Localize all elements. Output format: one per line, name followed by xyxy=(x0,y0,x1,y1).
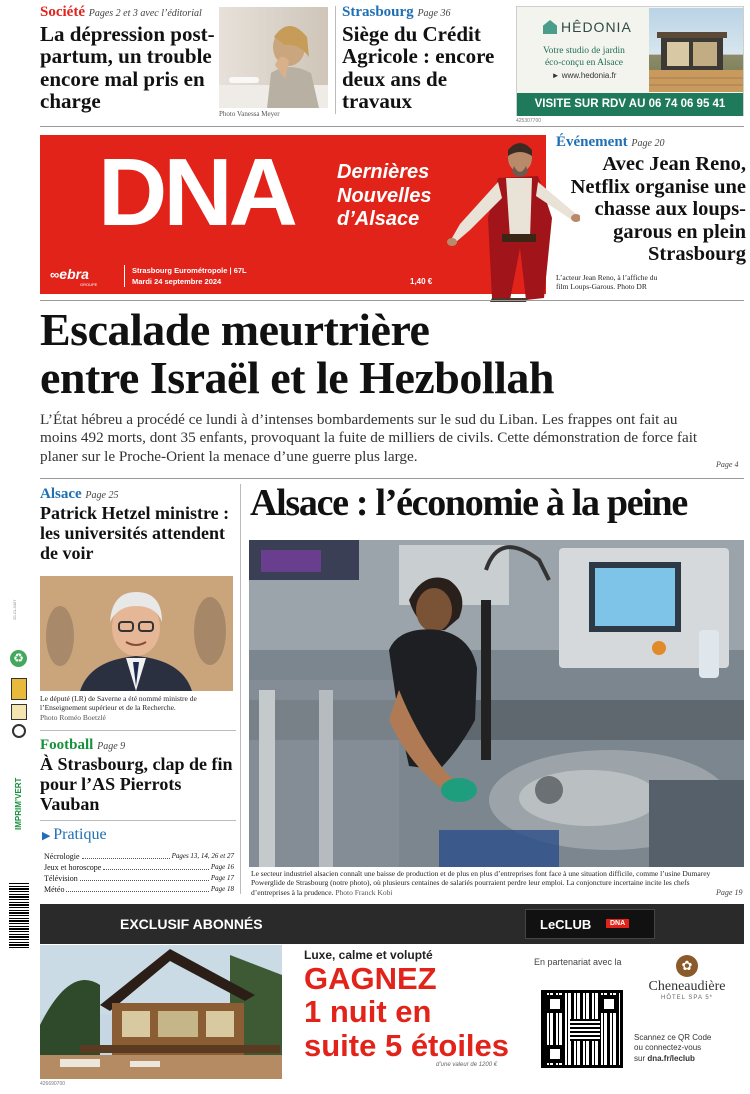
issue-date: Mardi 24 septembre 2024 xyxy=(132,277,222,287)
promo-value: d’une valeur de 1200 € xyxy=(436,1062,498,1068)
story-football[interactable] xyxy=(40,737,236,814)
factory-photo xyxy=(249,540,744,867)
leclub-badge[interactable] xyxy=(525,909,655,939)
list-item[interactable] xyxy=(44,851,234,862)
kicker-label: Strasbourg xyxy=(342,4,414,20)
promo-subtitle: Luxe, calme et volupté xyxy=(304,948,433,962)
hedonia-cta[interactable]: VISITE SUR RDV AU 06 74 06 95 41 xyxy=(517,93,743,116)
story-headline: Avec Jean Reno, Netflix organise une chasse aux loups-garous en plein Strasbourg xyxy=(570,153,746,266)
kicker-page: Pages 2 et 3 avec l’éditorial xyxy=(88,8,202,19)
photo-caption xyxy=(40,694,234,722)
hedonia-ad[interactable] xyxy=(516,6,744,116)
lead-story[interactable] xyxy=(40,306,746,466)
partner-sub: HÔTEL SPA 5* xyxy=(660,995,714,1001)
economy-headline: Alsace : l’économie à la peine xyxy=(250,482,687,524)
partner-name: Cheneaudière xyxy=(648,979,726,994)
story-evenement[interactable] xyxy=(556,134,746,291)
sidebar-strip: 20-21-3407 ♻ IMPRIM’VERT xyxy=(6,620,32,950)
kicker-label: Événement xyxy=(556,134,628,150)
list-label: Météo xyxy=(44,885,65,894)
lead-page: Page 4 xyxy=(716,460,739,469)
hedonia-brand: HÊDONIA xyxy=(561,19,632,35)
list-label: Nécrologie xyxy=(44,852,80,861)
story-headline: La dépression post-partum, un trouble encore mal pris en charge xyxy=(40,22,215,114)
promo-line: GAGNEZ xyxy=(304,961,437,996)
lead-body: L’État hébreu a procédé ce lundi à d’intenses bombardements sur le sud du Liban. Les frappes ont fait au moins 492 morts, dont 35 enfants, provoquant la fuite de milliers de civils. Cette démonstration de force fait planer sur le Proche-Orient la menace d’une guerre plus large. xyxy=(40,410,698,465)
imprim-vert-label: IMPRIM’VERT xyxy=(14,777,23,830)
pratique-title xyxy=(42,826,234,844)
caption-text: Le secteur industriel alsacien connaît une baisse de production et de plus en plus d’entreprises font face à une situation difficile, comme l’usine Dumarey Powerglide de Strasbourg (notre photo), où plusieurs centaines de salariés pourraient perdre leur emploi. La conjoncture incertaine incite les chefs d’entreprises à la prudence. xyxy=(251,869,711,897)
headline-line: entre Israël et le Hezbollah xyxy=(40,352,555,404)
partner-text: En partenariat avec la xyxy=(534,957,622,967)
kicker-label: Alsace xyxy=(40,486,82,502)
leclub-tag: DNA xyxy=(606,919,629,928)
qr-code[interactable] xyxy=(541,990,623,1068)
woman-photo xyxy=(219,7,328,108)
promo-ref: 426690700 xyxy=(40,1081,66,1087)
kicker-page: Page 25 xyxy=(85,490,119,501)
list-label: Jeux et horoscope xyxy=(44,863,102,872)
house-icon xyxy=(543,20,557,34)
qr-text: ou connectez-vous xyxy=(634,1043,702,1053)
list-page: Page 17 xyxy=(210,874,234,882)
kicker-page: Page 9 xyxy=(97,741,126,752)
partner-logo xyxy=(640,955,734,1001)
barcode xyxy=(9,882,29,948)
hedonia-tagline: éco-conçu en Alsace xyxy=(544,58,624,69)
ebra-sub: GROUPE xyxy=(80,282,98,287)
kicker-label: Football xyxy=(40,737,94,753)
promo-line: suite 5 étoiles xyxy=(304,1027,510,1063)
qr-text: Scannez ce QR Code xyxy=(634,1033,712,1042)
story-strasbourg[interactable] xyxy=(342,4,510,113)
chalet-photo xyxy=(40,945,282,1079)
list-item[interactable] xyxy=(44,862,234,873)
headline-line: Escalade meurtrière xyxy=(40,304,430,355)
price: 1,40 € xyxy=(410,277,433,286)
recycle-icon: ♻ xyxy=(10,650,27,667)
triangle-icon: ▶ xyxy=(42,830,54,842)
story-kicker xyxy=(40,4,220,21)
hedonia-tagline: Votre studio de jardin xyxy=(543,46,625,56)
story-headline: À Strasbourg, clap de fin pour l’AS Pierrots Vauban xyxy=(40,754,233,814)
title-line: d’Alsace xyxy=(337,208,420,231)
promo-band-title: EXCLUSIF ABONNÉS xyxy=(120,916,263,932)
label-icon xyxy=(11,678,27,700)
promo-band[interactable] xyxy=(40,904,744,944)
lead-headline xyxy=(40,306,746,403)
photo-credit: Photo Vanessa Meyer xyxy=(219,110,280,118)
leaf-icon xyxy=(12,724,26,738)
caption-credit: Photo Franck Kobi xyxy=(335,887,393,897)
story-kicker xyxy=(40,486,236,503)
story-kicker xyxy=(40,737,236,754)
ad-ref: 425307700 xyxy=(516,118,542,124)
list-page: Pages 13, 14, 26 et 27 xyxy=(171,852,234,860)
leclub-label: LeCLUB xyxy=(540,917,592,932)
promo-headline xyxy=(304,962,509,1062)
hedonia-logo xyxy=(543,19,632,35)
economy-page: Page 19 xyxy=(716,888,743,897)
title-line: Dernières xyxy=(337,161,430,183)
list-label: Télévision xyxy=(44,874,78,883)
pratique-label: Pratique xyxy=(53,826,107,843)
kicker-page: Page 36 xyxy=(417,8,451,19)
masthead-title xyxy=(337,161,431,232)
qr-text: sur xyxy=(634,1053,646,1063)
story-alsace[interactable] xyxy=(40,486,236,563)
ebra-name: ebra xyxy=(59,266,89,282)
kicker-label: Société xyxy=(40,4,85,20)
arrow-icon: ► xyxy=(551,70,562,80)
hetzel-photo xyxy=(40,576,233,691)
promo-line: 1 nuit en xyxy=(304,994,432,1030)
dna-logo: DNA xyxy=(98,139,294,246)
photo-caption: L’acteur Jean Reno, à l’affiche du film Loups-Garous. Photo DR xyxy=(556,272,658,292)
list-item[interactable] xyxy=(44,884,234,895)
hedonia-url[interactable]: www.hedonia.fr xyxy=(561,70,617,80)
story-societe[interactable] xyxy=(40,4,220,113)
edition: Strasbourg Eurométropole | 67L xyxy=(132,266,247,275)
caption-credit: Photo Roméo Boetzlé xyxy=(40,712,106,722)
ebra-mark-icon: ∞ xyxy=(50,267,60,282)
list-page: Page 18 xyxy=(210,885,234,893)
story-kicker xyxy=(342,4,510,21)
list-page: Page 16 xyxy=(210,863,234,871)
pratique-box xyxy=(40,826,234,895)
ebra-logo xyxy=(50,266,97,287)
story-headline: Patrick Hetzel ministre : les universités attendent de voir xyxy=(40,503,230,563)
studio-photo xyxy=(649,8,743,92)
list-item[interactable] xyxy=(44,873,234,884)
qr-instructions xyxy=(634,1033,744,1064)
caption-text: Le député (LR) de Saverne a été nommé ministre de l’Enseignement supérieur et de la Recherche. xyxy=(40,694,197,713)
kicker-page: Page 20 xyxy=(631,138,665,149)
story-kicker xyxy=(556,134,746,151)
economy-caption xyxy=(251,869,719,897)
label-icon xyxy=(11,704,27,720)
qr-url[interactable]: dna.fr/leclub xyxy=(647,1053,695,1063)
emblem-icon: ✿ xyxy=(676,955,698,977)
title-line: Nouvelles xyxy=(337,184,432,207)
story-headline: Siège du Crédit Agricole : encore deux ans de travaux xyxy=(342,22,495,114)
